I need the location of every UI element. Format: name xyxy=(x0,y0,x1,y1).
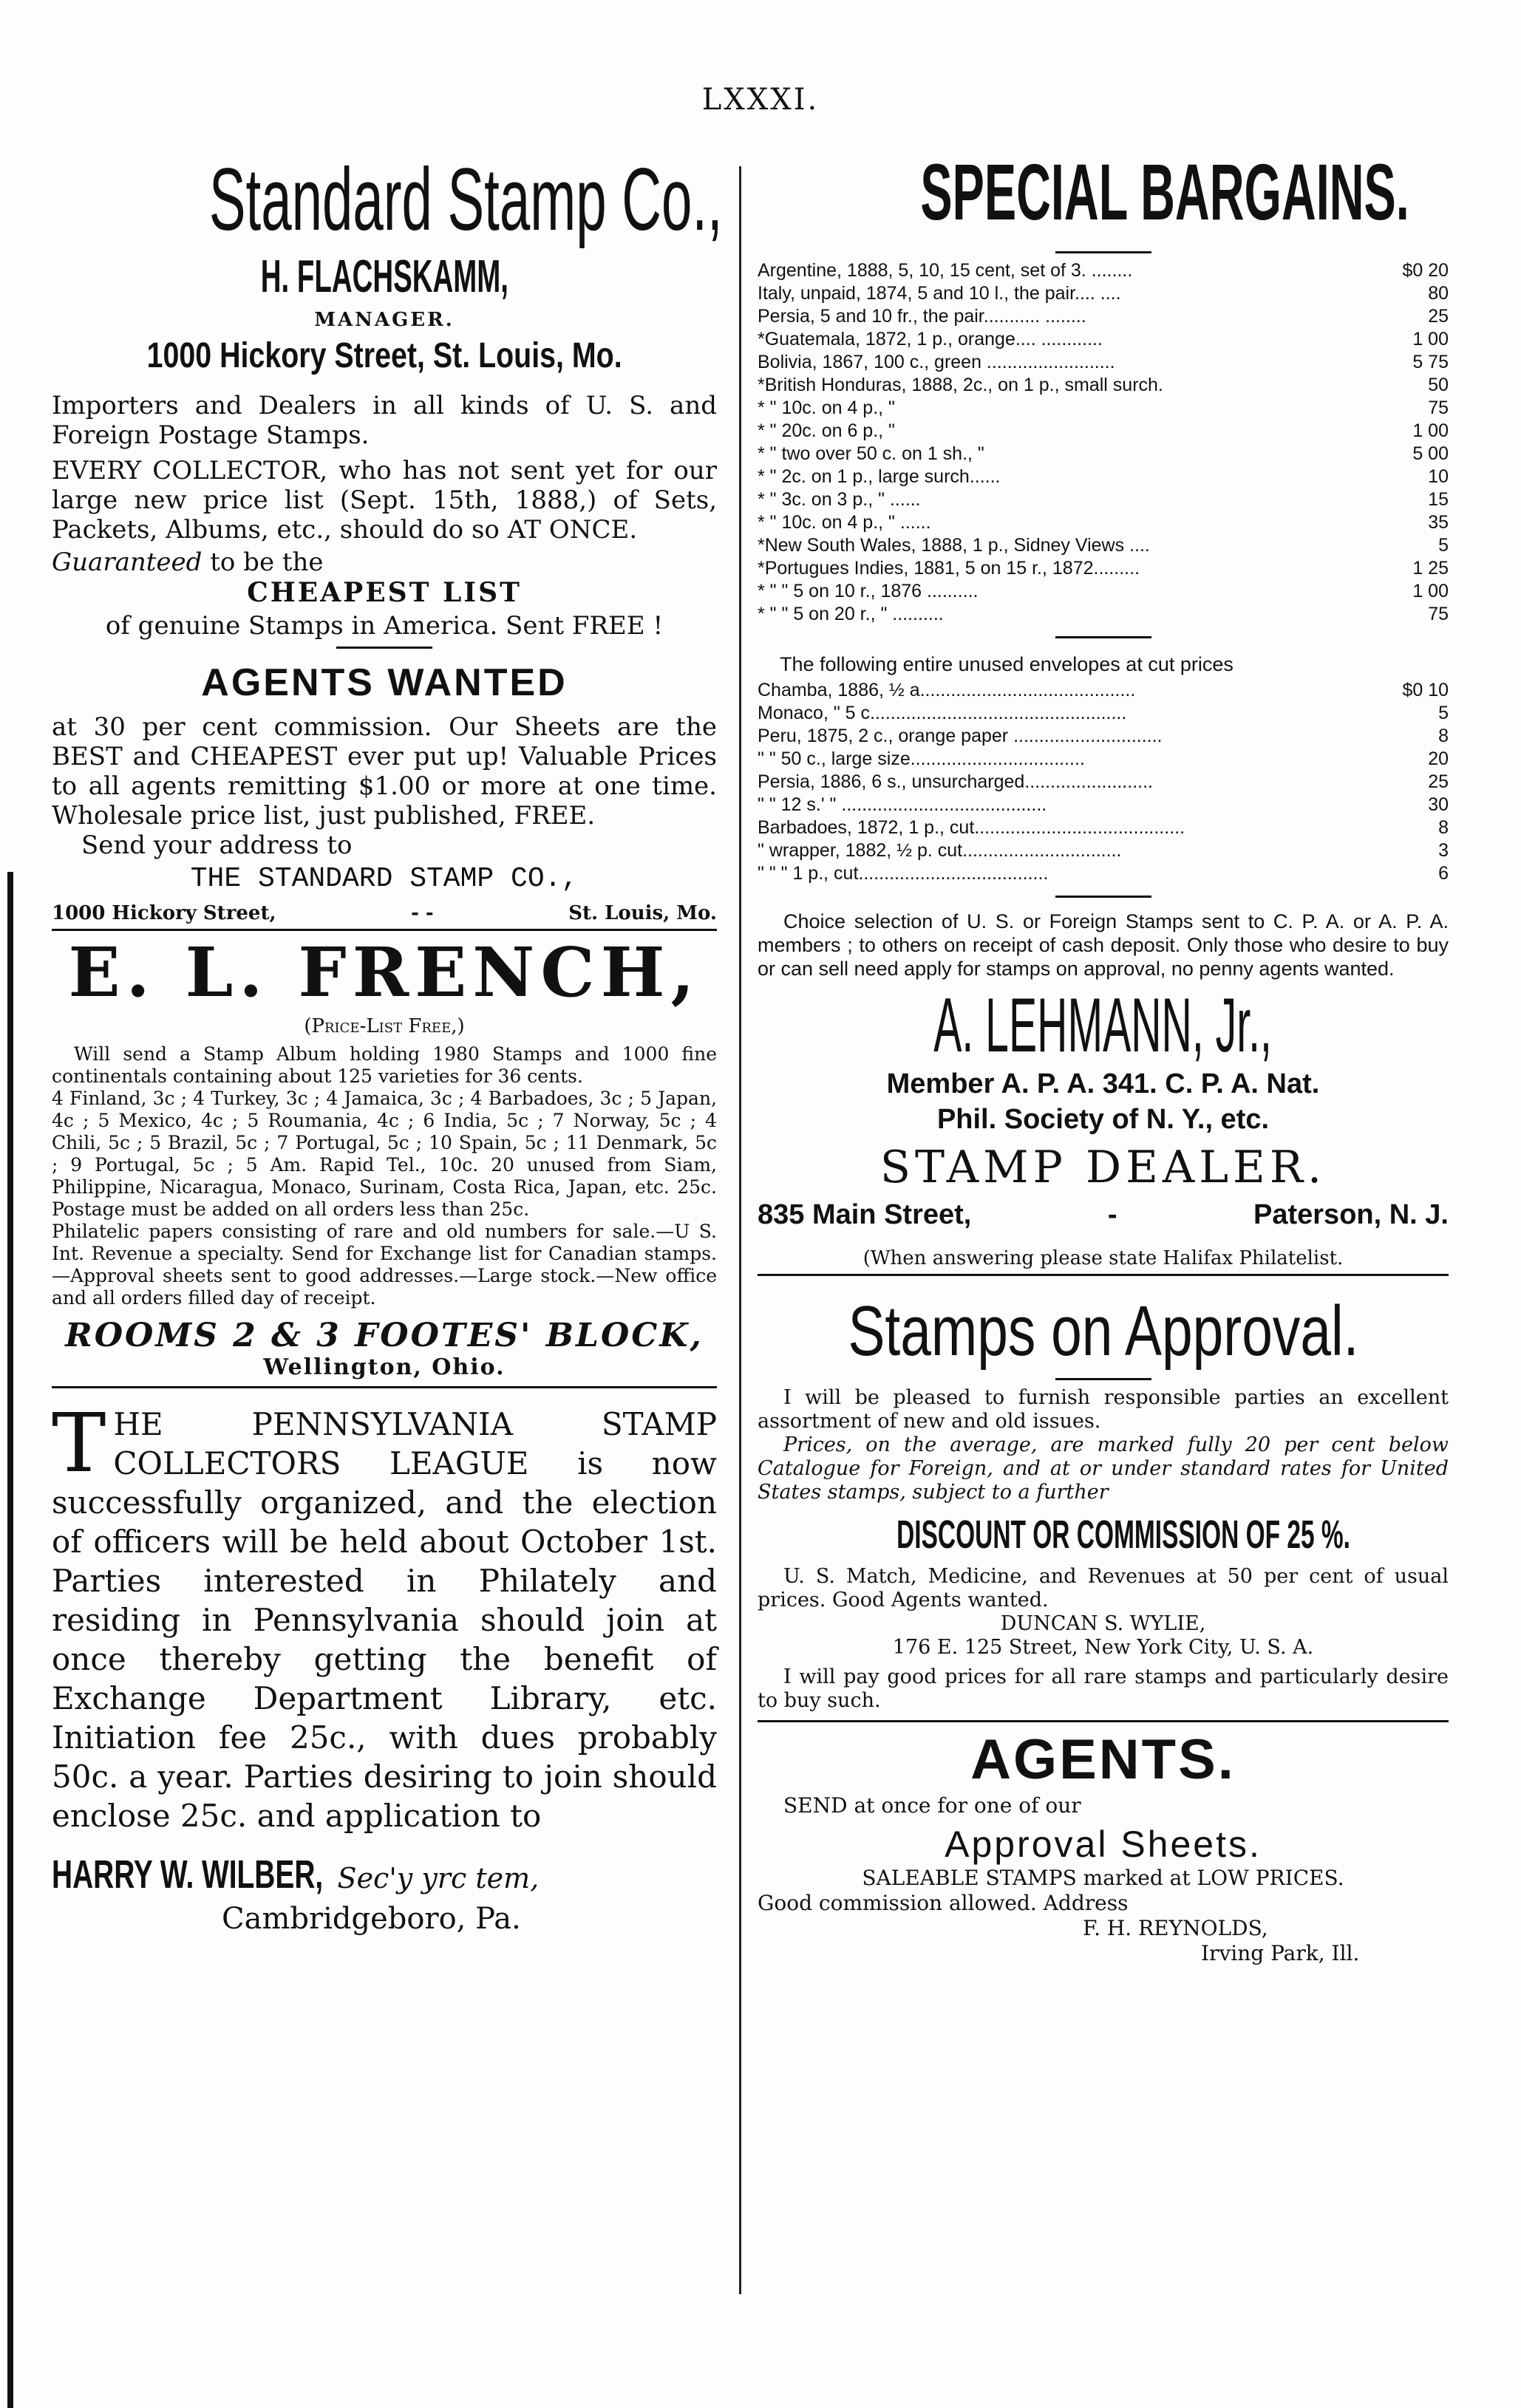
divider xyxy=(1055,636,1151,638)
french-name: E. L. FRENCH, xyxy=(68,932,701,1012)
item-price: 25 xyxy=(1428,771,1449,792)
lehmann-member-line-1: Member A. P. A. 341. C. P. A. Nat. xyxy=(886,1068,1320,1099)
send-address: Send your address to xyxy=(81,830,353,860)
item-price: 35 xyxy=(1428,512,1449,533)
item-description: Chamba, 1886, ½ a.......................................... xyxy=(758,680,1136,700)
bargain-row xyxy=(758,374,1449,397)
lehmann-dash: - xyxy=(1107,1199,1117,1230)
choice-selection: Choice selection of U. S. or Foreign Stamps sent to C. P. A. or A. P. A. members ; to others on receipt of cash deposit. Only those who desire to buy or can sell need apply for stamps on approval, no penny agents wanted. xyxy=(758,910,1449,980)
reynolds-city: Irving Park, Ill. xyxy=(1201,1941,1360,1965)
item-description: * " 10c. on 4 p., " xyxy=(758,398,895,418)
item-price: 75 xyxy=(1428,398,1449,418)
item-description: " " 50 c., large size.................................. xyxy=(758,748,1085,769)
item-description: Persia, 5 and 10 fr., the pair........... ........ xyxy=(758,306,1086,327)
divider xyxy=(758,1274,1449,1276)
french-ad xyxy=(52,932,717,1380)
item-description: Peru, 1875, 2 c., orange paper ............................. xyxy=(758,726,1163,746)
item-price: 5 xyxy=(1438,703,1449,723)
pennsylvania-league-ad xyxy=(52,1396,717,1835)
footer-street: 1000 Hickory Street, xyxy=(52,902,276,924)
bargain-row xyxy=(758,534,1449,557)
reynolds-name: F. H. REYNOLDS, xyxy=(1083,1916,1268,1940)
item-description: * " 10c. on 4 p., " ...... xyxy=(758,512,931,533)
collector-note: EVERY COLLECTOR, who has not sent yet for our large new price list (Sept. 15th, 1888,) of Sets, Packets, Albums, etc., should do so AT ONCE. xyxy=(52,456,717,545)
good-commission: Good commission allowed. Address xyxy=(758,1891,1129,1915)
item-price: 3 xyxy=(1438,840,1449,861)
item-price: $0 20 xyxy=(1402,260,1449,281)
item-price: 30 xyxy=(1428,794,1449,815)
standard-stamp-ad xyxy=(52,148,723,924)
item-description: *Portugues Indies, 1881, 5 on 15 r., 1872......... xyxy=(758,558,1140,579)
approval-p4: I will pay good prices for all rare stamps and particularly desire to buy such. xyxy=(758,1665,1449,1712)
league-location: Cambridgeboro, Pa. xyxy=(222,1902,521,1936)
lehmann-name: A. LEHMANN, Jr., xyxy=(933,983,1273,1068)
standard-footer-address xyxy=(52,902,717,924)
item-price: 75 xyxy=(1428,604,1449,624)
divider xyxy=(1055,1378,1151,1380)
approval-ad xyxy=(758,1280,1449,1713)
manager-role: MANAGER. xyxy=(314,309,455,331)
league-text: HE PENNSYLVANIA STAMP COLLECTORS LEAGUE is now successfully organized, and the election of officers will be held about October 1st. Parties interested in Philately and residing in Pennsylvania should join at once thereby getting the benefit of Exchange Department Library, etc. Initiation fee 25c., with dues probably 50c. a year. Parties desiring to join should enclose 25c. and application to xyxy=(52,1406,717,1834)
item-price: 15 xyxy=(1428,489,1449,510)
item-price: 50 xyxy=(1428,375,1449,395)
approval-p1: I will be pleased to furnish responsible parties an excellent assortment of new and old issues. xyxy=(758,1386,1449,1433)
item-price: 5 75 xyxy=(1412,352,1449,372)
column-divider xyxy=(739,166,741,2294)
page-number: LXXXI. xyxy=(701,83,820,117)
lehmann-street: 835 Main Street, xyxy=(758,1199,972,1230)
item-price: 10 xyxy=(1428,466,1449,487)
bargain-row xyxy=(758,351,1449,374)
envelope-row xyxy=(758,816,1449,839)
item-price: 1 00 xyxy=(1412,329,1449,349)
french-papers: Philatelic papers consisting of rare and old numbers for sale.—U S. Int. Revenue a specialty. Send for Exchange list for Canadian stamps.—Approval sheets sent to good addresses.—Large stock.—New office and all orders filled day of receipt. xyxy=(52,1221,717,1309)
bargain-row xyxy=(758,397,1449,420)
bargain-row xyxy=(758,443,1449,465)
divider xyxy=(758,1720,1449,1722)
item-description: * " 20c. on 6 p., " xyxy=(758,420,895,441)
envelope-row xyxy=(758,748,1449,771)
footer-dash: - - xyxy=(411,902,434,924)
envelope-row xyxy=(758,702,1449,725)
envelope-row xyxy=(758,794,1449,816)
agents-wanted-heading: AGENTS WANTED xyxy=(201,661,568,704)
divider xyxy=(1055,896,1151,898)
french-city: Wellington, Ohio. xyxy=(263,1354,506,1380)
item-description: Bolivia, 1867, 100 c., green ......................... xyxy=(758,352,1115,372)
wylie-address: 176 E. 125 Street, New York City, U. S. A. xyxy=(892,1636,1314,1659)
guaranteed-rest: to be the xyxy=(210,548,324,577)
bargain-row xyxy=(758,580,1449,603)
item-description: Persia, 1886, 6 s., unsurcharged......................... xyxy=(758,771,1153,792)
bargain-row xyxy=(758,420,1449,443)
standard-intro: Importers and Dealers in all kinds of U. S. and Foreign Postage Stamps. xyxy=(52,391,717,450)
item-price: 8 xyxy=(1438,726,1449,746)
divider xyxy=(1055,251,1151,253)
bargain-row xyxy=(758,557,1449,580)
envelope-row xyxy=(758,771,1449,794)
standard-title: Standard Stamp Co., xyxy=(208,150,723,249)
envelope-row xyxy=(758,679,1449,702)
item-price: 1 00 xyxy=(1412,581,1449,601)
right-column xyxy=(758,148,1449,1966)
guaranteed-lead: Guaranteed xyxy=(52,548,203,577)
divider xyxy=(52,1386,717,1388)
bargain-row xyxy=(758,465,1449,488)
item-description: *Guatemala, 1872, 1 p., orange.... ............ xyxy=(758,329,1103,349)
agents-text: at 30 per cent commission. Our Sheets are the BEST and CHEAPEST ever put up! Valuable Prices to all agents remitting $1.00 or more at one time. Wholesale price list, just published, FREE. xyxy=(52,712,717,830)
bargains-table xyxy=(758,259,1449,626)
item-description: * " " 5 on 20 r., " .......... xyxy=(758,604,944,624)
agents-heading: AGENTS. xyxy=(970,1728,1236,1791)
item-description: *New South Wales, 1888, 1 p., Sidney Views .... xyxy=(758,535,1150,556)
approval-heading: Stamps on Approval. xyxy=(848,1292,1358,1371)
genuine-line: of genuine Stamps in America. Sent FREE ! xyxy=(105,611,664,641)
bargain-row xyxy=(758,488,1449,511)
bargain-row xyxy=(758,511,1449,534)
agents-send: SEND at once for one of our xyxy=(783,1793,1081,1818)
item-price: 20 xyxy=(1428,748,1449,769)
stamp-dealer: STAMP DEALER. xyxy=(879,1142,1327,1193)
item-description: * " 3c. on 3 p., " ...... xyxy=(758,489,921,510)
approval-p2: Prices, on the average, are marked fully 20 per cent below Catalogue for Foreign, and at or under standard rates for United States stamps, subject to a further xyxy=(758,1433,1449,1504)
bargain-row xyxy=(758,259,1449,282)
bargain-row xyxy=(758,328,1449,351)
lehmann-ad xyxy=(758,980,1449,1269)
item-description: * " " 5 on 10 r., 1876 .......... xyxy=(758,581,979,601)
item-description: *British Honduras, 1888, 2c., on 1 p., small surch. xyxy=(758,375,1163,395)
item-description: Barbadoes, 1872, 1 p., cut......................................... xyxy=(758,817,1185,838)
left-column xyxy=(52,148,723,1936)
french-album: Will send a Stamp Album holding 1980 Stamps and 1000 fine continentals containing about 125 varieties for 36 cents. xyxy=(52,1043,717,1087)
bargain-row xyxy=(758,305,1449,328)
page-edge-shadow xyxy=(7,872,13,2408)
bargains-heading: SPECIAL BARGAINS. xyxy=(920,147,1409,236)
drop-cap: T xyxy=(52,1396,106,1490)
item-description: * " two over 50 c. on 1 sh., " xyxy=(758,443,984,464)
item-description: * " 2c. on 1 p., large surch...... xyxy=(758,466,1001,487)
cheapest-list: CHEAPEST LIST xyxy=(247,577,522,608)
item-price: 80 xyxy=(1428,283,1449,304)
approval-p3: U. S. Match, Medicine, and Revenues at 50 per cent of usual prices. Good Agents wanted. xyxy=(758,1565,1449,1611)
envelope-row xyxy=(758,862,1449,885)
item-price: 25 xyxy=(1428,306,1449,327)
item-description: Argentine, 1888, 5, 10, 15 cent, set of 3. ........ xyxy=(758,260,1133,281)
envelopes-heading: The following entire unused envelopes at cut prices xyxy=(780,653,1234,675)
standard-company: THE STANDARD STAMP CO., xyxy=(190,863,579,895)
bargain-row xyxy=(758,282,1449,305)
manager-name: H. FLACHSKAMM, xyxy=(260,251,508,302)
divider xyxy=(52,929,717,931)
approval-sheets: Approval Sheets. xyxy=(945,1824,1262,1865)
agents-ad xyxy=(758,1727,1449,1966)
item-price: 8 xyxy=(1438,817,1449,838)
item-description: " wrapper, 1882, ½ p. cut............................... xyxy=(758,840,1122,861)
item-price: 5 xyxy=(1438,535,1449,556)
secretary-title: Sec'y yrc tem, xyxy=(337,1862,540,1894)
envelope-row xyxy=(758,839,1449,862)
item-description: Monaco, " 5 c.................................................. xyxy=(758,703,1127,723)
lehmann-city: Paterson, N. J. xyxy=(1253,1199,1449,1230)
standard-address: 1000 Hickory Street, St. Louis, Mo. xyxy=(146,336,622,375)
envelope-row xyxy=(758,725,1449,748)
item-price: 5 00 xyxy=(1412,443,1449,464)
wylie-name: DUNCAN S. WYLIE, xyxy=(1000,1612,1206,1635)
item-price: 6 xyxy=(1438,863,1449,884)
secretary-name: HARRY W. WILBER, xyxy=(52,1852,324,1897)
item-description: Italy, unpaid, 1874, 5 and 10 l., the pair.... .... xyxy=(758,283,1121,304)
french-price-list: (Price-List Free,) xyxy=(304,1015,465,1037)
bargain-row xyxy=(758,603,1449,626)
saleable-stamps: SALEABLE STAMPS marked at LOW PRICES. xyxy=(862,1866,1344,1890)
discount-line: DISCOUNT OR COMMISSION OF 25 %. xyxy=(896,1512,1350,1557)
divider xyxy=(336,647,432,649)
item-price: $0 10 xyxy=(1402,680,1449,700)
envelopes-table xyxy=(758,679,1449,885)
lehmann-member-line-2: Phil. Society of N. Y., etc. xyxy=(936,1104,1270,1135)
item-description: " " 12 s.' " ........................................ xyxy=(758,794,1047,815)
item-description: " " " 1 p., cut..................................... xyxy=(758,863,1049,884)
answering-note: (When answering please state Halifax Philatelist. xyxy=(862,1247,1344,1269)
french-sets: 4 Finland, 3c ; 4 Turkey, 3c ; 4 Jamaica, 3c ; 4 Barbadoes, 3c ; 5 Japan, 4c ; 5 Mexico, 4c ; 5 Roumania, 4c ; 6 India, 5c ; 7 Norway, 5c ; 4 Chili, 5c ; 5 Brazil, 5c ; 7 Portugal, 5c ; 10 Spain, 5c ; 11 Denmark, 5c ; 9 Portugal, 5c ; 5 Am. Rapid Tel., 10c. 20 unused from Siam, Philippine, Nicaragua, Monaco, Surinam, Costa Rica, Japan, etc. 25c. Postage must be added on all orders less than 25c. xyxy=(52,1088,717,1220)
item-price: 1 00 xyxy=(1412,420,1449,441)
footer-city: St. Louis, Mo. xyxy=(568,902,717,924)
item-price: 1 25 xyxy=(1412,558,1449,579)
french-rooms: ROOMS 2 & 3 FOOTES' BLOCK, xyxy=(65,1317,704,1354)
